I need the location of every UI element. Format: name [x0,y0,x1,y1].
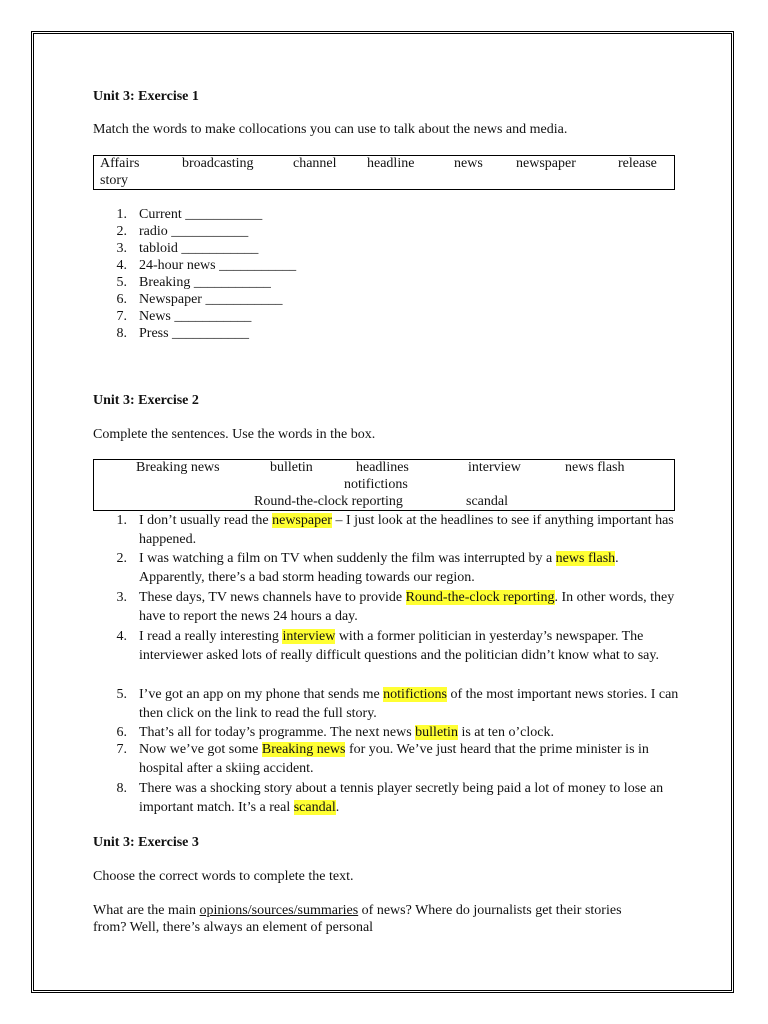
word-box-item: story [100,173,128,188]
answer-highlight: Breaking news [261,742,346,757]
exercise-1-heading: Unit 3: Exercise 1 [93,89,199,104]
word-box-item: headline [367,156,415,171]
exercise-2-heading: Unit 3: Exercise 2 [93,393,199,408]
word-box-item: broadcasting [182,156,254,171]
exercise-2-word-box [93,459,675,511]
answer-highlight: news flash [555,551,616,566]
word-box-item: Breaking news [136,460,220,475]
word-box-item: news [454,156,483,171]
answer-highlight: notifictions [383,687,447,702]
word-box-item: Affairs [100,156,140,171]
word-box-item: news flash [565,460,625,475]
exercise-3-instruction: Choose the correct words to complete the text. [93,869,354,884]
word-choice: opinions/sources/summaries [199,903,359,918]
answer-highlight: bulletin [415,725,458,740]
exercise-3-heading: Unit 3: Exercise 3 [93,835,199,850]
exercise-1-instruction: Match the words to make collocations you can use to talk about the news and media. [93,122,568,137]
word-box-item: interview [468,460,521,475]
answer-highlight: interview [282,629,336,644]
exercise-3-text: What are the main opinions/sources/summaries of news? Where do journalists get their stories from? Well, there’s always an element of personal [93,903,622,935]
word-box-item: bulletin [270,460,313,475]
exercise-1-word-box [93,155,675,190]
word-box-item: newspaper [516,156,576,171]
answer-highlight: scandal [293,800,336,815]
word-box-item: scandal [466,494,508,509]
exercise-2-instruction: Complete the sentences. Use the words in the box. [93,427,376,442]
answer-highlight: Round-the-clock reporting [405,590,555,605]
word-box-item: Round-the-clock reporting [254,494,403,509]
word-box-item: release [618,156,657,171]
answer-highlight: newspaper [272,513,332,528]
word-box-item: headlines [356,460,409,475]
word-box-item: notifictions [344,477,408,492]
word-box-item: channel [293,156,337,171]
